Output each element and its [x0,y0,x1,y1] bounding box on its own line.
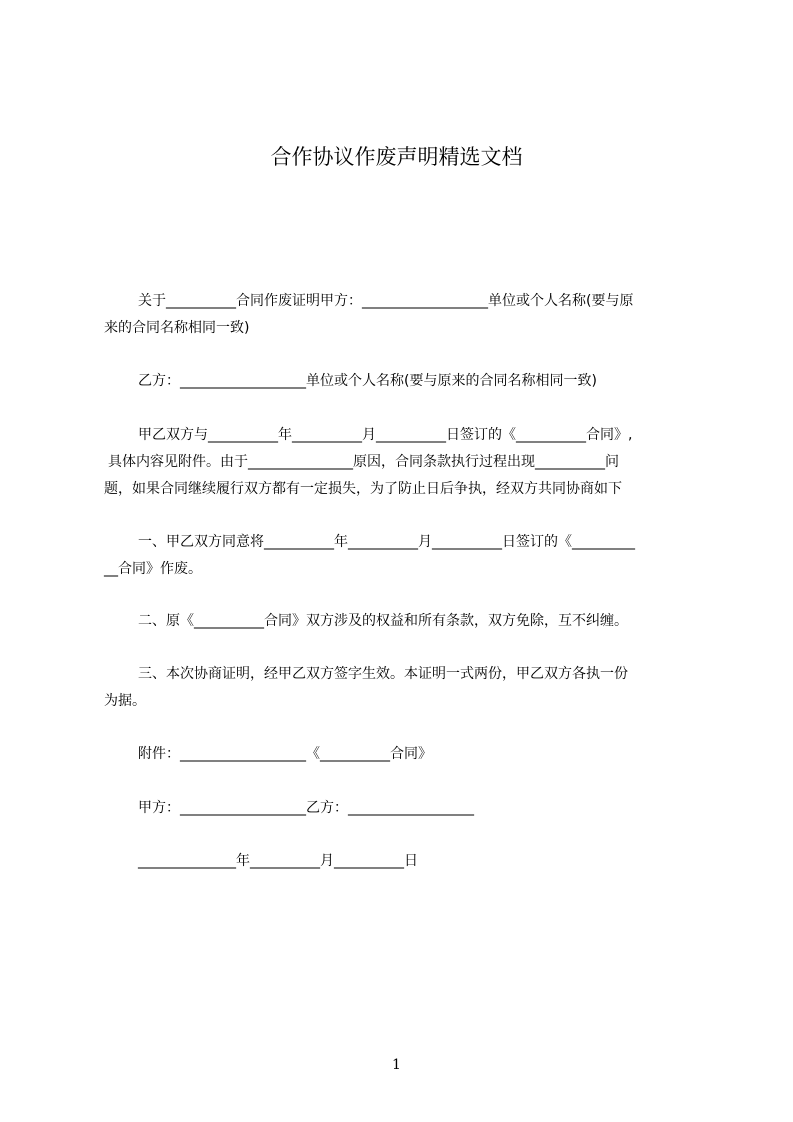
paragraph-3-line-2: 具体内容见附件。由于_______________原因，合同条款执行过程出现__________问 [108,454,619,470]
paragraph-6-line-2: 为据。 [104,693,146,709]
paragraph-1-line-1: 关于__________合同作废证明甲方：__________________单位或个人名称(要与原 [138,293,634,309]
document-title: 合作协议作废声明精选文档 [270,145,523,169]
paragraph-3-line-1: 甲乙双方与__________年__________月__________日签订的《__________合同》, [138,427,633,443]
paragraph-6-line-1: 三、本次协商证明，经甲乙双方签字生效。本证明一式两份，甲乙双方各执一份 [138,666,628,682]
paragraph-3-line-3: 题，如果合同继续履行双方都有一定损失，为了防止日后争执，经双方共同协商如下 [104,481,622,497]
paragraph-5-line-1: 二、原《__________合同》双方涉及的权益和所有条款，双方免除，互不纠缠。 [138,613,628,629]
attachment-line: 附件：__________________《__________合同》 [138,746,432,762]
date-line: ______________年__________月__________日 [138,853,418,869]
paragraph-4-line-2: __合同》作废。 [104,561,202,577]
paragraph-4-line-1: 一、甲乙双方同意将__________年__________月__________日签订的《_________ [138,534,635,550]
paragraph-2-line-1: 乙方：__________________单位或个人名称(要与原来的合同名称相同一致) [138,373,597,389]
paragraph-1-line-2: 来的合同名称相同一致) [104,320,250,336]
signature-line: 甲方：__________________乙方：__________________ [138,800,474,816]
page-number: 1 [392,1057,401,1073]
